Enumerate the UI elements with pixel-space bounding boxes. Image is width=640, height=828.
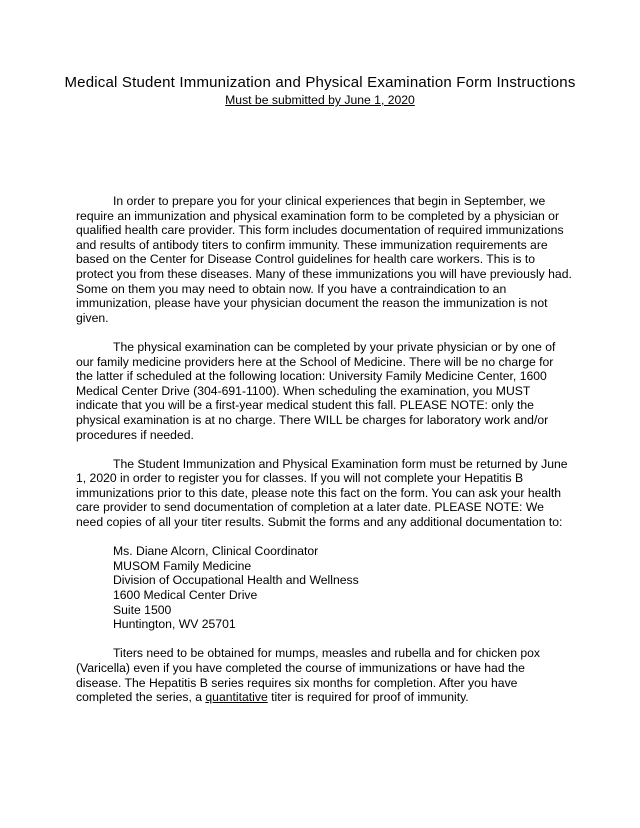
paragraph-intro: In order to prepare you for your clinical experiences that begin in September, we require an immunization and physical examination form to be completed by a physician or qualified health care provider. This form includes documentation of required immunizations and results of antibody titers to confirm immunity. These immunization requirements are based on the Center for Disease Control guidelines for health care workers. This is to protect you from these diseases. Many of these immunizations you will have previously had. Some on them you may need to obtain now. If you have a contraindication to an immunization, please have your physician document the reason the immunization is not given. <box>76 194 572 325</box>
titers-text-start: Titers need to be obtained for mumps, measles and rubella and for chicken pox (Varicella) even if you have completed the course of immunizations or have had the disease. The Hepatitis B series requires six months for completion. After you have completed the series, a <box>76 646 541 705</box>
document-title: Medical Student Immunization and Physical Examination Form Instructions <box>64 74 576 91</box>
titers-text-end: titer is required for proof of immunity. <box>267 690 469 705</box>
address-division: Division of Occupational Health and Wellness <box>113 573 359 588</box>
address-department: MUSOM Family Medicine <box>113 558 252 573</box>
paragraph-titers <box>76 646 572 704</box>
address-street: 1600 Medical Center Drive <box>113 588 258 603</box>
paragraph-return-form: The Student Immunization and Physical Examination form must be returned by June 1, 2020 in order to register you for classes. If you will not complete your Hepatitis B immunizations prior to this date, please note this fact on the form. You can ask your health care provider to send documentation of completion at a later date. PLEASE NOTE: We need copies of all your titer results. Submit the forms and any additional documentation to: <box>76 456 568 530</box>
address-name: Ms. Diane Alcorn, Clinical Coordinator <box>113 544 319 559</box>
title-block <box>60 74 580 108</box>
quantitative-emphasis: quantitative <box>205 690 268 705</box>
mailing-address <box>113 544 572 632</box>
body-text <box>76 194 572 719</box>
paragraph-physical-exam: The physical examination can be completed by your private physician or by one of our family medicine providers here at the School of Medicine. There will be no charge for the latter if scheduled at the following location: University Family Medicine Center, 1600 Medical Center Drive (304-691-1100). When scheduling the examination, you MUST indicate that you will be a first-year medical student this fall. PLEASE NOTE: only the physical examination is at no charge. There WILL be charges for laboratory work and/or procedures if needed. <box>76 339 556 442</box>
submission-deadline: Must be submitted by June 1, 2020 <box>225 93 415 107</box>
address-suite: Suite 1500 <box>113 602 172 617</box>
address-city: Huntington, WV 25701 <box>113 617 236 632</box>
